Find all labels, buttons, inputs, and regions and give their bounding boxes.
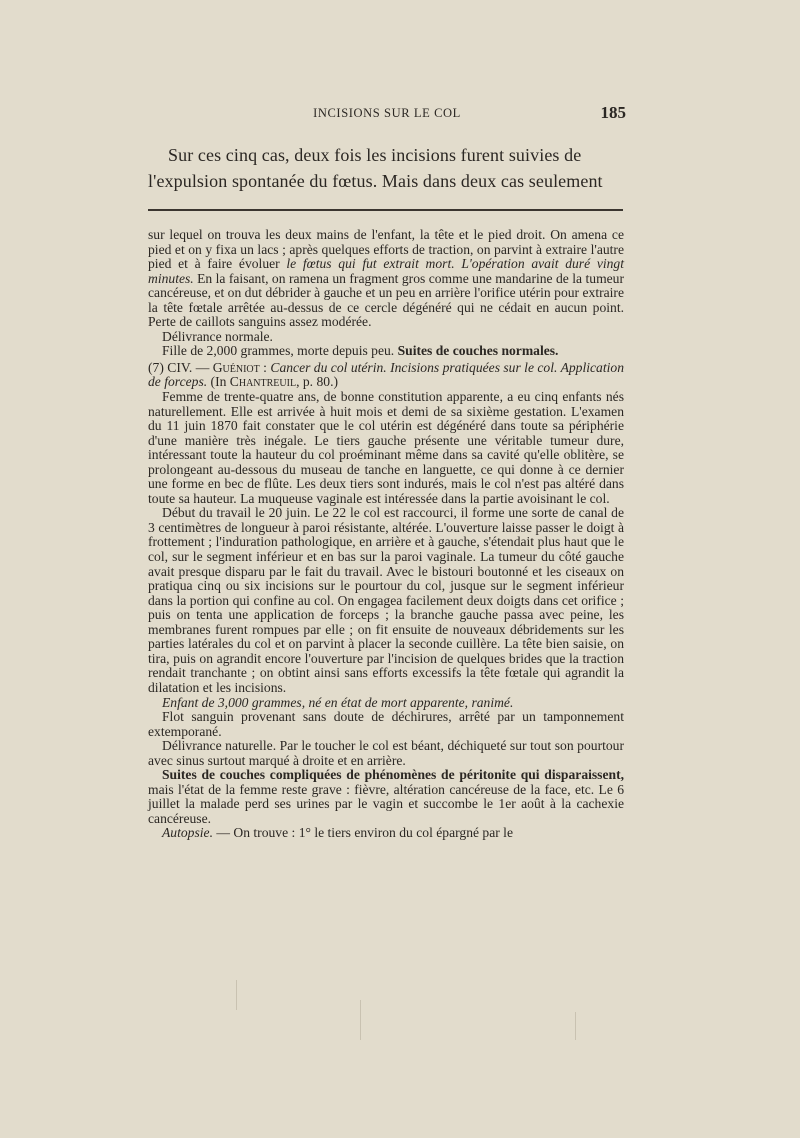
section-divider <box>148 209 623 211</box>
case-number: (7) CIV. — <box>148 359 213 375</box>
text-run: mais l'état de la femme reste grave : fièvre, altération cancéreuse de la face, etc. Le 6 juillet la malade perd ses urines par le vagin et succombe le 1er août à la cachexie cancéreuse. <box>148 781 624 826</box>
paragraph-delivery-2: Délivrance naturelle. Par le toucher le col est béant, déchiqueté sur tout son pourtour avec sinus surtout marqué à droite et en arrière. <box>148 738 624 768</box>
paper-scratch <box>575 1012 576 1040</box>
bold-run: Suites de couches normales. <box>397 343 559 359</box>
text-run: sur lequel on trouva les deux mains de l'enfant, la tête et le pied droit. On amena ce pied et on y fixa un lacs ; après quelques efforts de traction, on parvint à extraire l'autre pied et à faire évoluer <box>148 227 624 272</box>
text-run: Fille de 2,000 grammes, morte depuis peu. <box>162 343 398 359</box>
italic-run: Enfant de 3,000 grammes, né en état de mort apparente, ranimé. <box>162 694 514 710</box>
paragraph-continued <box>148 228 624 330</box>
lead-line-1: Sur ces cinq cas, deux fois les incisions furent suivies de <box>168 145 582 165</box>
citation-author: Guéniot <box>212 359 260 375</box>
text-run: (In <box>207 374 230 390</box>
paragraph-child <box>148 696 624 711</box>
running-title: INCISIONS SUR LE COL <box>313 106 461 120</box>
lead-line-2: l'expulsion spontanée du fœtus. Mais dans deux cas seulement <box>148 171 603 191</box>
paragraph-history: Femme de trente-quatre ans, de bonne constitution apparente, a eu cinq enfants nés naturellement. Elle est arrivée à huit mois et demi de sa sixième gestation. L'examen du 11 juin 1870 fait constater que le col utérin est dégénéré dans toute sa périphérie d'une manière très inégale. Le tiers gauche présente une véritable tumeur dure, intéressant toute la hauteur du col proéminant même dans sa cavité qu'elle oblitère, se prolongeant au-dessous du museau de tanche en languette, ce qui donne à ce dernier une forme en bec de flûte. Les deux tiers sont indurés, mais le col n'est pas altéré dans toute sa hauteur. La muqueuse vaginale est intéressée dans la partie avoisinant le col. <box>148 389 624 506</box>
citation-title: Cancer du col utérin. Incisions pratiquées sur le col. Application de forceps. <box>148 359 624 390</box>
paper-scratch <box>360 1000 361 1040</box>
paragraph-bleeding: Flot sanguin provenant sans doute de déchirures, arrêté par un tamponnement extemporané. <box>148 709 624 739</box>
paper-scratch <box>236 980 237 1010</box>
bold-run: Suites de couches compliquées de phénomènes de péritonite qui disparaissent, <box>162 767 624 783</box>
paragraph-complications <box>148 768 624 826</box>
italic-run: le fœtus qui fut extrait mort. L'opération avait duré vingt minutes. <box>148 256 625 286</box>
paragraph-delivery: Délivrance normale. <box>162 328 273 344</box>
paragraph-outcome <box>148 344 624 359</box>
running-header <box>148 103 626 126</box>
text-run: : <box>259 359 271 375</box>
citation-source: Chantreuil <box>229 374 297 390</box>
italic-run: Autopsie. <box>162 825 213 841</box>
lead-paragraph <box>148 142 626 194</box>
text-run: , p. 80.) <box>296 374 338 390</box>
paragraph-autopsy <box>148 826 624 841</box>
paragraph-labour: Début du travail le 20 juin. Le 22 le col est raccourci, il forme une sorte de canal de 3 centimètres de longueur à paroi résistante, altérée. L'ouverture laisse passer le doigt à frottement ; l'induration pathologique, en arrière et à gauche, s'étendait plus haut que le col, sur le segment inférieur et en bas sur la paroi vaginale. La tumeur du côté gauche avait presque disparu par le fait du travail. Avec le bistouri boutonné et les ciseaux on pratiqua cinq ou six incisions sur le pourtour du col, jusque sur le segment inférieur dans la portion qui confine au col. On engagea facilement deux doigts dans cet orifice ; puis on tenta une application de forceps ; la branche gauche passa avec peine, les membranes furent rompues par elle ; on fit ensuite de nouveaux débridements sur les parties latérales du col et on parvint à placer la seconde cuillère. La tête bien saisie, on tira, puis on agrandit encore l'ouverture par l'incision de quelques brides que la traction rendait tranchante ; on obtint ainsi sans efforts excessifs la tête fœtale qui agrandit la dilatation et les incisions. <box>148 505 624 695</box>
text-run: En la faisant, on ramena un fragment gros comme une mandarine de la tumeur cancéreuse, et on dut débrider à gauche et un peu en arrière l'orifice utérin pour extraire la tête fœtale arrêtée au-dessus de ce cercle dégénéré qui ne cédait en aucun point. Perte de caillots sanguins assez modérée. <box>148 270 624 330</box>
page-number: 185 <box>600 103 626 122</box>
body-text <box>148 228 624 841</box>
case-citation <box>148 361 624 390</box>
text-run: — On trouve : 1° le tiers environ du col épargné par le <box>212 825 513 841</box>
